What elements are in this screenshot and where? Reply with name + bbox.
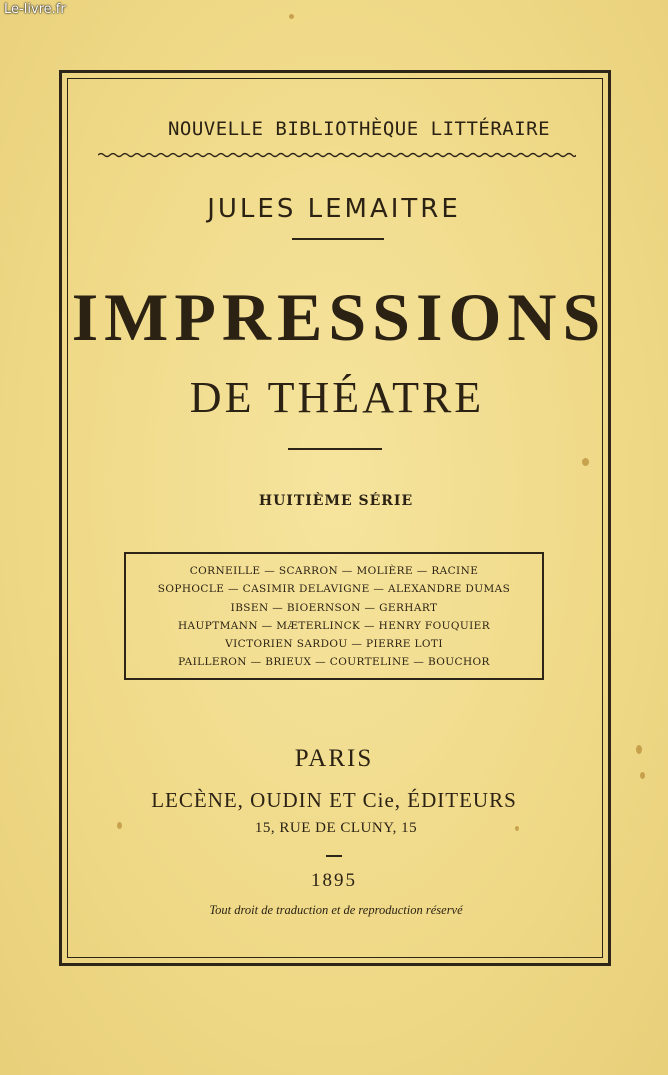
contents-line: CORNEILLE — SCARRON — MOLIÈRE — RACINE bbox=[189, 565, 479, 577]
contents-list bbox=[124, 562, 544, 672]
divider bbox=[288, 448, 382, 450]
contents-line: HAUPTMANN — MÆTERLINCK — HENRY FOUQUIER bbox=[177, 619, 491, 632]
book-subtitle: DE THÉATRE bbox=[189, 373, 485, 422]
watermark: Le-livre.fr bbox=[4, 2, 66, 17]
stain bbox=[640, 772, 645, 779]
wavy-rule bbox=[98, 150, 576, 160]
imprint-year: 1895 bbox=[311, 870, 357, 891]
contents-line: SOPHOCLE — CASIMIR DELAVIGNE — ALEXANDRE DUMAS bbox=[157, 583, 511, 596]
book-title: IMPRESSIONS bbox=[71, 279, 607, 355]
rights-notice: Tout droit de traduction et de reproduction réservé bbox=[209, 903, 463, 917]
contents-line: IBSEN — BIOERNSON — GERHART bbox=[230, 601, 438, 614]
stain bbox=[289, 14, 294, 19]
contents-line: VICTORIEN SARDOU — PIERRE LOTI bbox=[225, 638, 443, 651]
collection-name: NOUVELLE BIBLIOTHÈQUE LITTÉRAIRE bbox=[167, 118, 551, 140]
author-name: JULES LEMAITRE bbox=[207, 194, 461, 224]
series-label: HUITIÈME SÉRIE bbox=[258, 493, 414, 509]
imprint-address: 15, RUE DE CLUNY, 15 bbox=[254, 820, 418, 836]
contents-line: PAILLERON — BRIEUX — COURTELINE — BOUCHOR bbox=[178, 656, 490, 669]
imprint-city: PARIS bbox=[294, 745, 374, 772]
imprint-publisher: LECÈNE, OUDIN ET Cie, ÉDITEURS bbox=[151, 788, 517, 812]
divider bbox=[326, 855, 342, 857]
divider bbox=[292, 238, 384, 240]
